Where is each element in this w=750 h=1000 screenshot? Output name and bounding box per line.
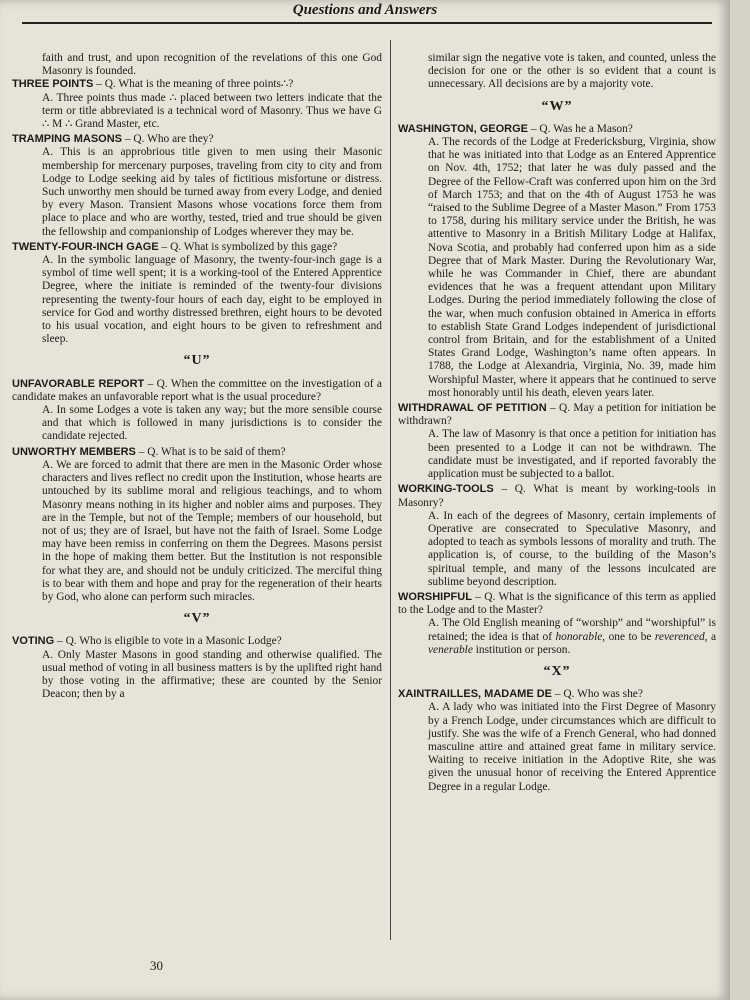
right-column	[398, 52, 716, 796]
entry-unfavorable-report	[12, 378, 382, 444]
entry-term: WORKING-TOOLS	[398, 483, 494, 496]
entry-question: TWENTY-FOUR-INCH GAGE – Q. What is symbolized by this gage?	[12, 240, 338, 253]
section-letter-w: “W”	[541, 98, 573, 114]
entry-answer: A. In each of the degrees of Masonry, certain implements of Operative are consecrated to Speculative Masonry, and adopted to teach as symbols lessons of morality and truth. The application is, of course, to the building of the Mason’s spiritual temple, and many of the lessons inculcated are sublime beyond description.	[428, 509, 716, 588]
entry-answer: A. This is an approbrious title given to men using their Masonic membership for mercenary purposes, traveling from city to city and from Lodge to Lodge seeking aid by tales of fictitious misfortune or distress. Such unworthy men should be turned away from every Lodge, and denied by every Mason. Transient Masons whose vocations force them from place to place and who are worthy, tested, tried and true should be given the fellowship and companionship of Lodges wherever they may be.	[42, 146, 382, 238]
entry-question: VOTING – Q. Who is eligible to vote in a Masonic Lodge?	[12, 635, 282, 648]
entry-answer: A. The records of the Lodge at Fredericksburg, Virginia, show that he was initiated into that Lodge as an Entered Apprentice on Nov. 4th, 1752; that later he was duly passed and the Degree of the Fellow-Craft was conferred upon him on the 3rd of March 1753; and that on the 4th of August 1753 he was “raised to the Sublime Degree of a Master Mason.” From 1753 to 1758, during his military service under the British, he was attentive to Masonry in a British Military Lodge at Halifax, Nova Scotia, and probably had conferred upon him as a side Degree that of Mark Master. During the Revolutionary War, while he was Commander in Chief, there are abundant evidences that he was a frequent attendant upon Military Lodges. During the period immediately following the close of the war, when much confusion obtained in America in efforts to establish State Grand Lodges independent of jurisdictional control from Britain, and for the establishment of a United States Grand Lodge, Washington’s name often appears. In 1788, the Lodge at Alexandria, Virginia, No. 39, made him Worshipful Master, where it appears that he continued to serve most honorably until his death, eleven years later.	[428, 136, 716, 399]
entry-question: XAINTRAILLES, MADAME DE – Q. Who was she?	[398, 688, 643, 701]
entry-term: WASHINGTON, GEORGE	[398, 122, 528, 135]
entry-withdrawal-of-petition	[398, 402, 716, 481]
entry-question: UNFAVORABLE REPORT – Q. When the committee on the investigation of a candidate makes an unfavorable report what is the usual procedure?	[12, 377, 382, 403]
entry-answer: A. The law of Masonry is that once a petition for initiation has been presented to a Lodge it can not be withdrawn. The candidate must be investigated, and if reported favorably the application must be subjected to a ballot.	[428, 428, 716, 481]
lead-in-paragraph: similar sign the negative vote is taken, and counted, unless the decision for one or the other is so evident that a count is unnecessary. All decisions are by a majority vote.	[428, 52, 716, 91]
entry-answer: A. Three points thus made ∴ placed between two letters indicate that the term or title abbreviated is a technical word of Masonry. Thus we have G ∴ M ∴ Grand Master, etc.	[42, 91, 382, 131]
entry-question: WORSHIPFUL – Q. What is the significance of this term as applied to the Lodge and to the Master?	[398, 590, 716, 617]
entry-term: UNWORTHY MEMBERS	[12, 445, 136, 458]
entry-question: TRAMPING MASONS – Q. Who are they?	[12, 133, 214, 146]
entry-washington-george	[398, 123, 716, 400]
entry-tramping-masons	[12, 133, 382, 239]
entry-voting	[12, 635, 382, 701]
entry-twenty-four-inch-gage	[12, 241, 382, 347]
entry-term: THREE POINTS	[12, 78, 94, 91]
entry-working-tools	[398, 483, 716, 589]
entry-three-points	[12, 78, 382, 131]
entry-term: WORSHIPFUL	[398, 590, 472, 603]
entry-question: THREE POINTS – Q. What is the meaning of three points∴?	[12, 78, 294, 91]
section-letter-x: “X”	[543, 663, 571, 679]
entry-answer: A. In some Lodges a vote is taken any way; but the more sensible course and that which is followed in many jurisdictions is to consider the candidate rejected.	[42, 404, 382, 443]
entry-term: TWENTY-FOUR-INCH GAGE	[12, 240, 159, 253]
entry-answer: A. The Old English meaning of “worship” and “worshipful” is retained; the idea is that of honorable, one to be reverenced, a venerable institution or person.	[428, 617, 716, 656]
entry-worshipful	[398, 591, 716, 657]
entry-question: UNWORTHY MEMBERS – Q. What is to be said of them?	[12, 445, 286, 458]
entry-xaintrailles-madame-de	[398, 688, 716, 794]
entry-question: WORKING-TOOLS – Q. What is meant by working-tools in Masonry?	[398, 483, 716, 509]
page-number: 30	[150, 958, 163, 973]
entry-answer: A. In the symbolic language of Masonry, the twenty-four-inch gage is a symbol of time well spent; it is a working-tool of the Entered Apprentice Degree, where the initiate is reminded of the twenty-four divisions representing the twenty-four hours of each day, eight to be employed in service for God and worthy distressed brethren, eight hours to be devoted to his usual vocation, and eight hours to be given to refreshment and sleep.	[42, 254, 382, 346]
entry-term: TRAMPING MASONS	[12, 133, 122, 146]
entry-answer: A. A lady who was initiated into the First Degree of Masonry by a French Lodge, under circumstances which are difficult to justify. She was the wife of a French General, who had donned masculine attire and attained great fame in military service. Waiting to receive initiation in the Adoptive Rite, she was given the unusual honor of receiving the Entered Apprentice Degree in a regular Lodge.	[428, 701, 716, 793]
entry-answer: A. Only Master Masons in good standing and otherwise qualified. The usual method of voting in all business matters is by the uplifted right hand by those voting in the affirmative; these are counted by the Senior Deacon; then by a	[42, 648, 382, 701]
running-header: Questions and Answers	[292, 2, 438, 18]
entry-unworthy-members	[12, 446, 382, 604]
entry-question: WITHDRAWAL OF PETITION – Q. May a petition for initiation be withdrawn?	[398, 402, 716, 428]
header-rule	[22, 22, 712, 24]
section-letter-u: “U”	[183, 353, 211, 369]
entry-term: WITHDRAWAL OF PETITION	[398, 402, 547, 415]
entry-term: XAINTRAILLES, MADAME DE	[398, 688, 552, 701]
entry-term: UNFAVORABLE REPORT	[12, 377, 145, 390]
section-letter-v: “V”	[183, 611, 211, 627]
column-divider	[390, 40, 391, 940]
entry-term: VOTING	[12, 635, 55, 648]
lead-in-paragraph: faith and trust, and upon recognition of the revelations of this one God Masonry is founded.	[42, 52, 382, 78]
entry-answer: A. We are forced to admit that there are men in the Masonic Order whose characters and lives reflect no credit upon the Institution, whose hearts are untouched by its sublime moral and religious teachings, and to whom Masonry means nothing in its higher and nobler aims and purposes. They are in the Temple, but not of the Temple; members of our household, but not of us; they are of Israel, but have not the faith of Israel. Some Lodge may have been remiss in conferring on them the Degrees. Masons persist in the hope of making them better. But the Institution is not responsible for what they are, and should not be unduly criticized. The merciful thing is to bear with them and hope and pray for the regeneration of their hearts by God, who alone can perform such miracles.	[42, 458, 382, 603]
entry-question: WASHINGTON, GEORGE – Q. Was he a Mason?	[398, 122, 633, 135]
left-column	[12, 52, 382, 703]
